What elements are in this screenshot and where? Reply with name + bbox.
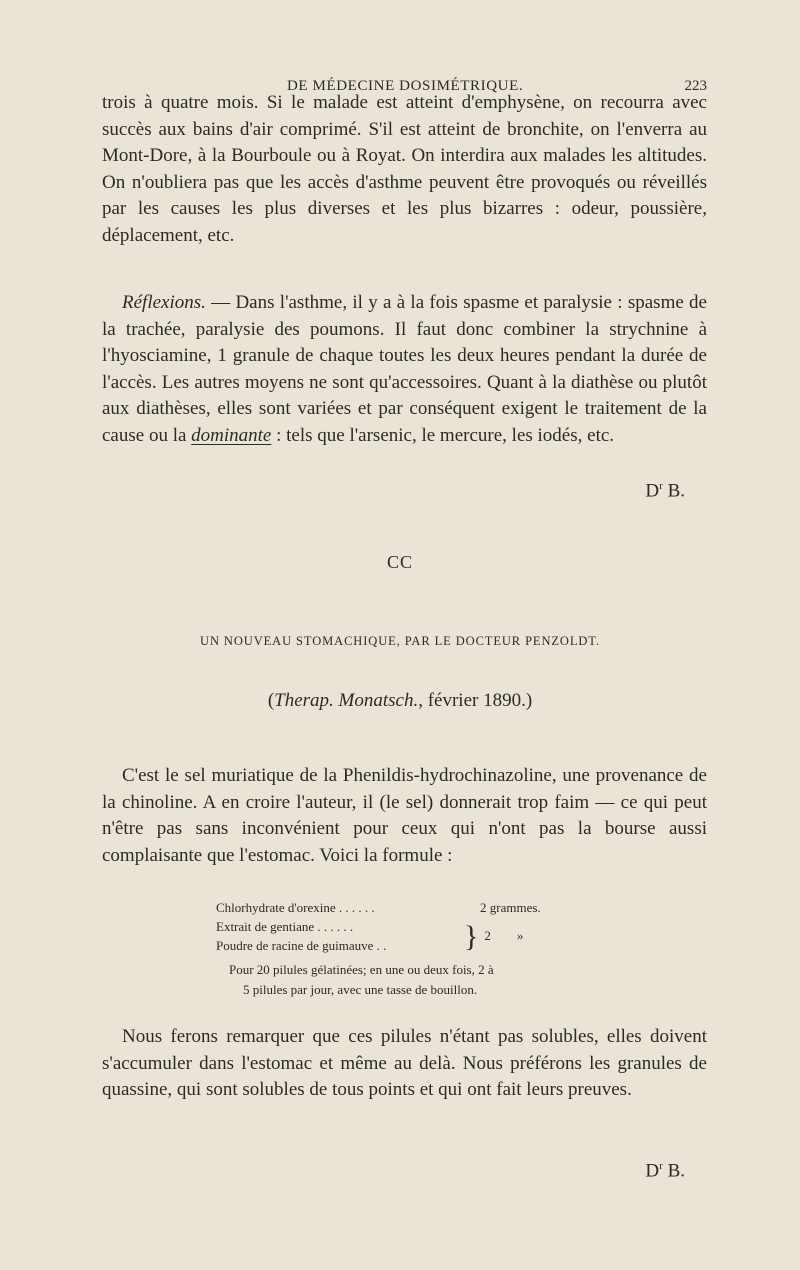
formula-row bbox=[216, 936, 596, 955]
signature-prefix: D bbox=[645, 1160, 660, 1182]
reflexions-paragraph bbox=[102, 290, 707, 449]
formula-row bbox=[216, 917, 596, 936]
formula-note-line1: Pour 20 pilules gélatinées; en une ou deux fois, 2 à bbox=[229, 962, 494, 977]
formula-note bbox=[229, 960, 585, 1000]
reflexions-text-b: : tels que l'arsenic, le mercure, les iodés, etc. bbox=[271, 424, 615, 446]
formula-block bbox=[216, 898, 596, 955]
formula-brace-quantity: 2 bbox=[484, 928, 491, 943]
formula-row bbox=[216, 898, 596, 917]
signature-sup: r bbox=[659, 480, 663, 492]
article-paragraph-2: Nous ferons remarquer que ces pilules n'étant pas solubles, elles doivent s'accumuler dans l'estomac et même au delà. Nous préférons les granules de quassine, qui sont solubles de tous points et qui ont fait leurs preuves. bbox=[102, 1026, 707, 1100]
article-title: UN NOUVEAU STOMACHIQUE, PAR LE DOCTEUR PENZOLDT. bbox=[200, 634, 600, 648]
signature-sup: r bbox=[659, 1160, 663, 1172]
article-number: CC bbox=[386, 552, 413, 572]
signature-first bbox=[645, 480, 685, 502]
formula-ingredient: Chlorhydrate d'orexine . . . . . . bbox=[216, 900, 375, 915]
citation-open: ( bbox=[267, 690, 275, 711]
formula-ingredient: Poudre de racine de guimauve . . bbox=[216, 938, 387, 953]
citation-rest: , février 1890.) bbox=[418, 690, 533, 711]
signature-second bbox=[645, 1160, 685, 1182]
formula-quantity: 2 grammes. bbox=[480, 900, 541, 915]
signature-name: B. bbox=[662, 480, 685, 502]
citation-source: Therap. Monatsch. bbox=[274, 690, 419, 711]
article-citation bbox=[0, 690, 800, 712]
formula-brace-group bbox=[464, 917, 523, 955]
continuation-paragraph: trois à quatre mois. Si le malade est atteint d'emphysène, on recourra avec succès aux bains d'air comprimé. S'il est atteint de bronchite, on l'enverra au Mont-Dore, à la Bourboule ou à Royat. On interdira aux malades les altitudes. On n'oubliera pas que les accès d'asthme peuvent être provoqués ou réveillés par les causes les plus diverses et les plus bizarres : odeur, poussière, déplacement, etc. bbox=[102, 92, 707, 246]
formula-ingredient: Extrait de gentiane . . . . . . bbox=[216, 919, 354, 934]
article-paragraph-1: C'est le sel muriatique de la Phenildis-hydrochinazoline, une provenance de la chinoline. A en croire l'auteur, il (le sel) donnerait trop faim — ce qui peut n'être pas sans inconvénient pour ceux qui n'ont pas la bourse aussi complaisante que l'estomac. Voici la formule : bbox=[102, 765, 707, 866]
formula-brace-unit: » bbox=[516, 928, 524, 943]
formula-note-line2: 5 pilules par jour, avec une tasse de bouillon. bbox=[243, 982, 478, 997]
signature-name: B. bbox=[662, 1160, 685, 1182]
signature-prefix: D bbox=[645, 480, 660, 502]
page-number: 223 bbox=[684, 78, 707, 94]
brace-glyph: } bbox=[464, 920, 479, 954]
reflexions-emphasis: dominante bbox=[191, 424, 272, 446]
reflexions-label: Réflexions. bbox=[122, 292, 206, 313]
reflexions-text-a: — Dans l'asthme, il y a à la fois spasme et paralysie : spasme de la trachée, paralysie des poumons. Il faut donc combiner la strychnine à l'hyosciamine, 1 granule de chaque toutes les deux heures pendant la durée de l'accès. Les autres moyens ne sont qu'accessoires. Quant à la diathèse ou plutôt aux diathèses, elles sont variées et par conséquent exigent le traitement de la cause ou la bbox=[102, 292, 707, 446]
running-title: DE MÉDECINE DOSIMÉTRIQUE. bbox=[287, 78, 524, 94]
